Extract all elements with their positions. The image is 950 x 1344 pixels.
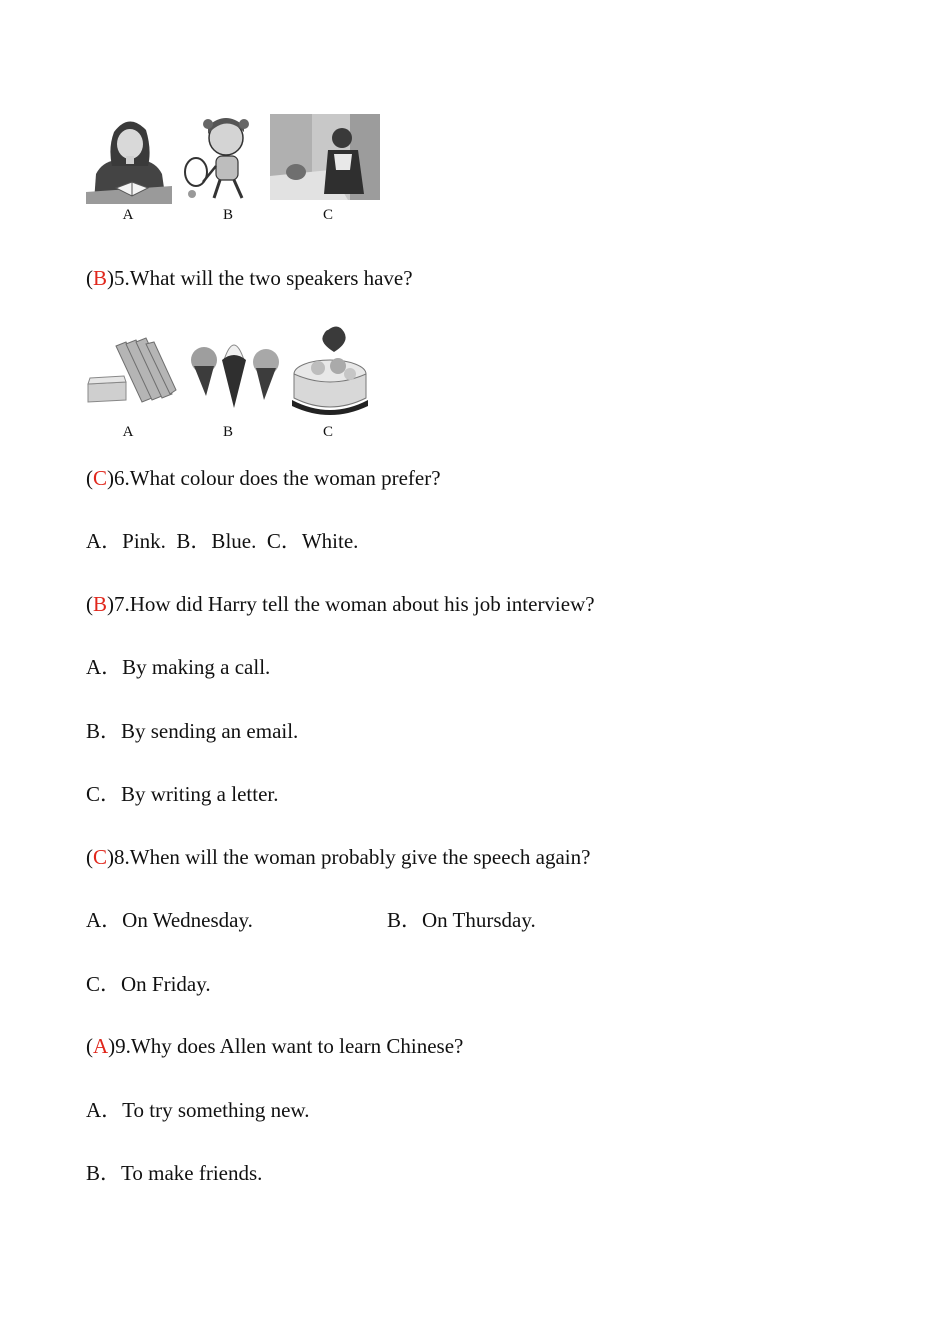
image-caption: B	[222, 424, 233, 440]
bracket-open: (	[86, 1034, 93, 1058]
answer-letter: C	[93, 845, 108, 869]
answer-letter: A	[93, 1034, 109, 1058]
answer-letter: B	[93, 266, 108, 290]
bracket-close: )	[108, 1034, 116, 1058]
question-8-option-c: C．On Friday.	[86, 972, 211, 996]
question-5	[86, 266, 413, 290]
question-8-option-b: B．On Thursday.	[387, 908, 536, 932]
question-6-options: A．Pink. B．Blue. C．White.	[86, 529, 359, 553]
question-text: 7.How did Harry tell the woman about his job interview?	[114, 592, 595, 616]
question-8-option-a: A．On Wednesday.	[86, 908, 253, 932]
hospital-visit-photo-image	[270, 114, 380, 200]
question-7-option-b: B．By sending an email.	[86, 719, 299, 743]
answer-letter: C	[93, 466, 108, 490]
question-7	[86, 592, 595, 616]
girl-with-tennis-racket-image	[178, 114, 266, 204]
bracket-open: (	[86, 466, 93, 490]
image-caption: B	[222, 207, 233, 223]
bracket-close: )	[107, 845, 115, 869]
question-text: 5.What will the two speakers have?	[114, 266, 413, 290]
question-6	[86, 466, 441, 490]
question-text: 6.What colour does the woman prefer?	[114, 466, 441, 490]
question-7-option-c: C．By writing a letter.	[86, 782, 279, 806]
girl-reading-book-image	[86, 114, 172, 204]
image-caption: C	[322, 207, 333, 223]
bracket-close: )	[107, 266, 115, 290]
question-text: 8.When will the woman probably give the speech again?	[114, 845, 591, 869]
image-caption: A	[122, 207, 134, 223]
bracket-open: (	[86, 592, 93, 616]
question-8	[86, 845, 590, 869]
answer-letter: B	[93, 592, 108, 616]
bracket-open: (	[86, 266, 93, 290]
chocolate-bars-image	[86, 334, 178, 410]
question-7-option-a: A．By making a call.	[86, 655, 271, 679]
bracket-close: )	[107, 592, 115, 616]
question-9-option-b: B．To make friends.	[86, 1161, 263, 1185]
ice-cream-cones-image	[186, 330, 282, 410]
bracket-open: (	[86, 845, 93, 869]
question-text: 9.Why does Allen want to learn Chinese?	[115, 1034, 464, 1058]
bracket-close: )	[107, 466, 115, 490]
image-caption: C	[322, 424, 333, 440]
question-9-option-a: A．To try something new.	[86, 1098, 310, 1122]
decorated-cake-image	[288, 326, 372, 416]
image-caption: A	[122, 424, 134, 440]
question-9	[86, 1034, 463, 1058]
